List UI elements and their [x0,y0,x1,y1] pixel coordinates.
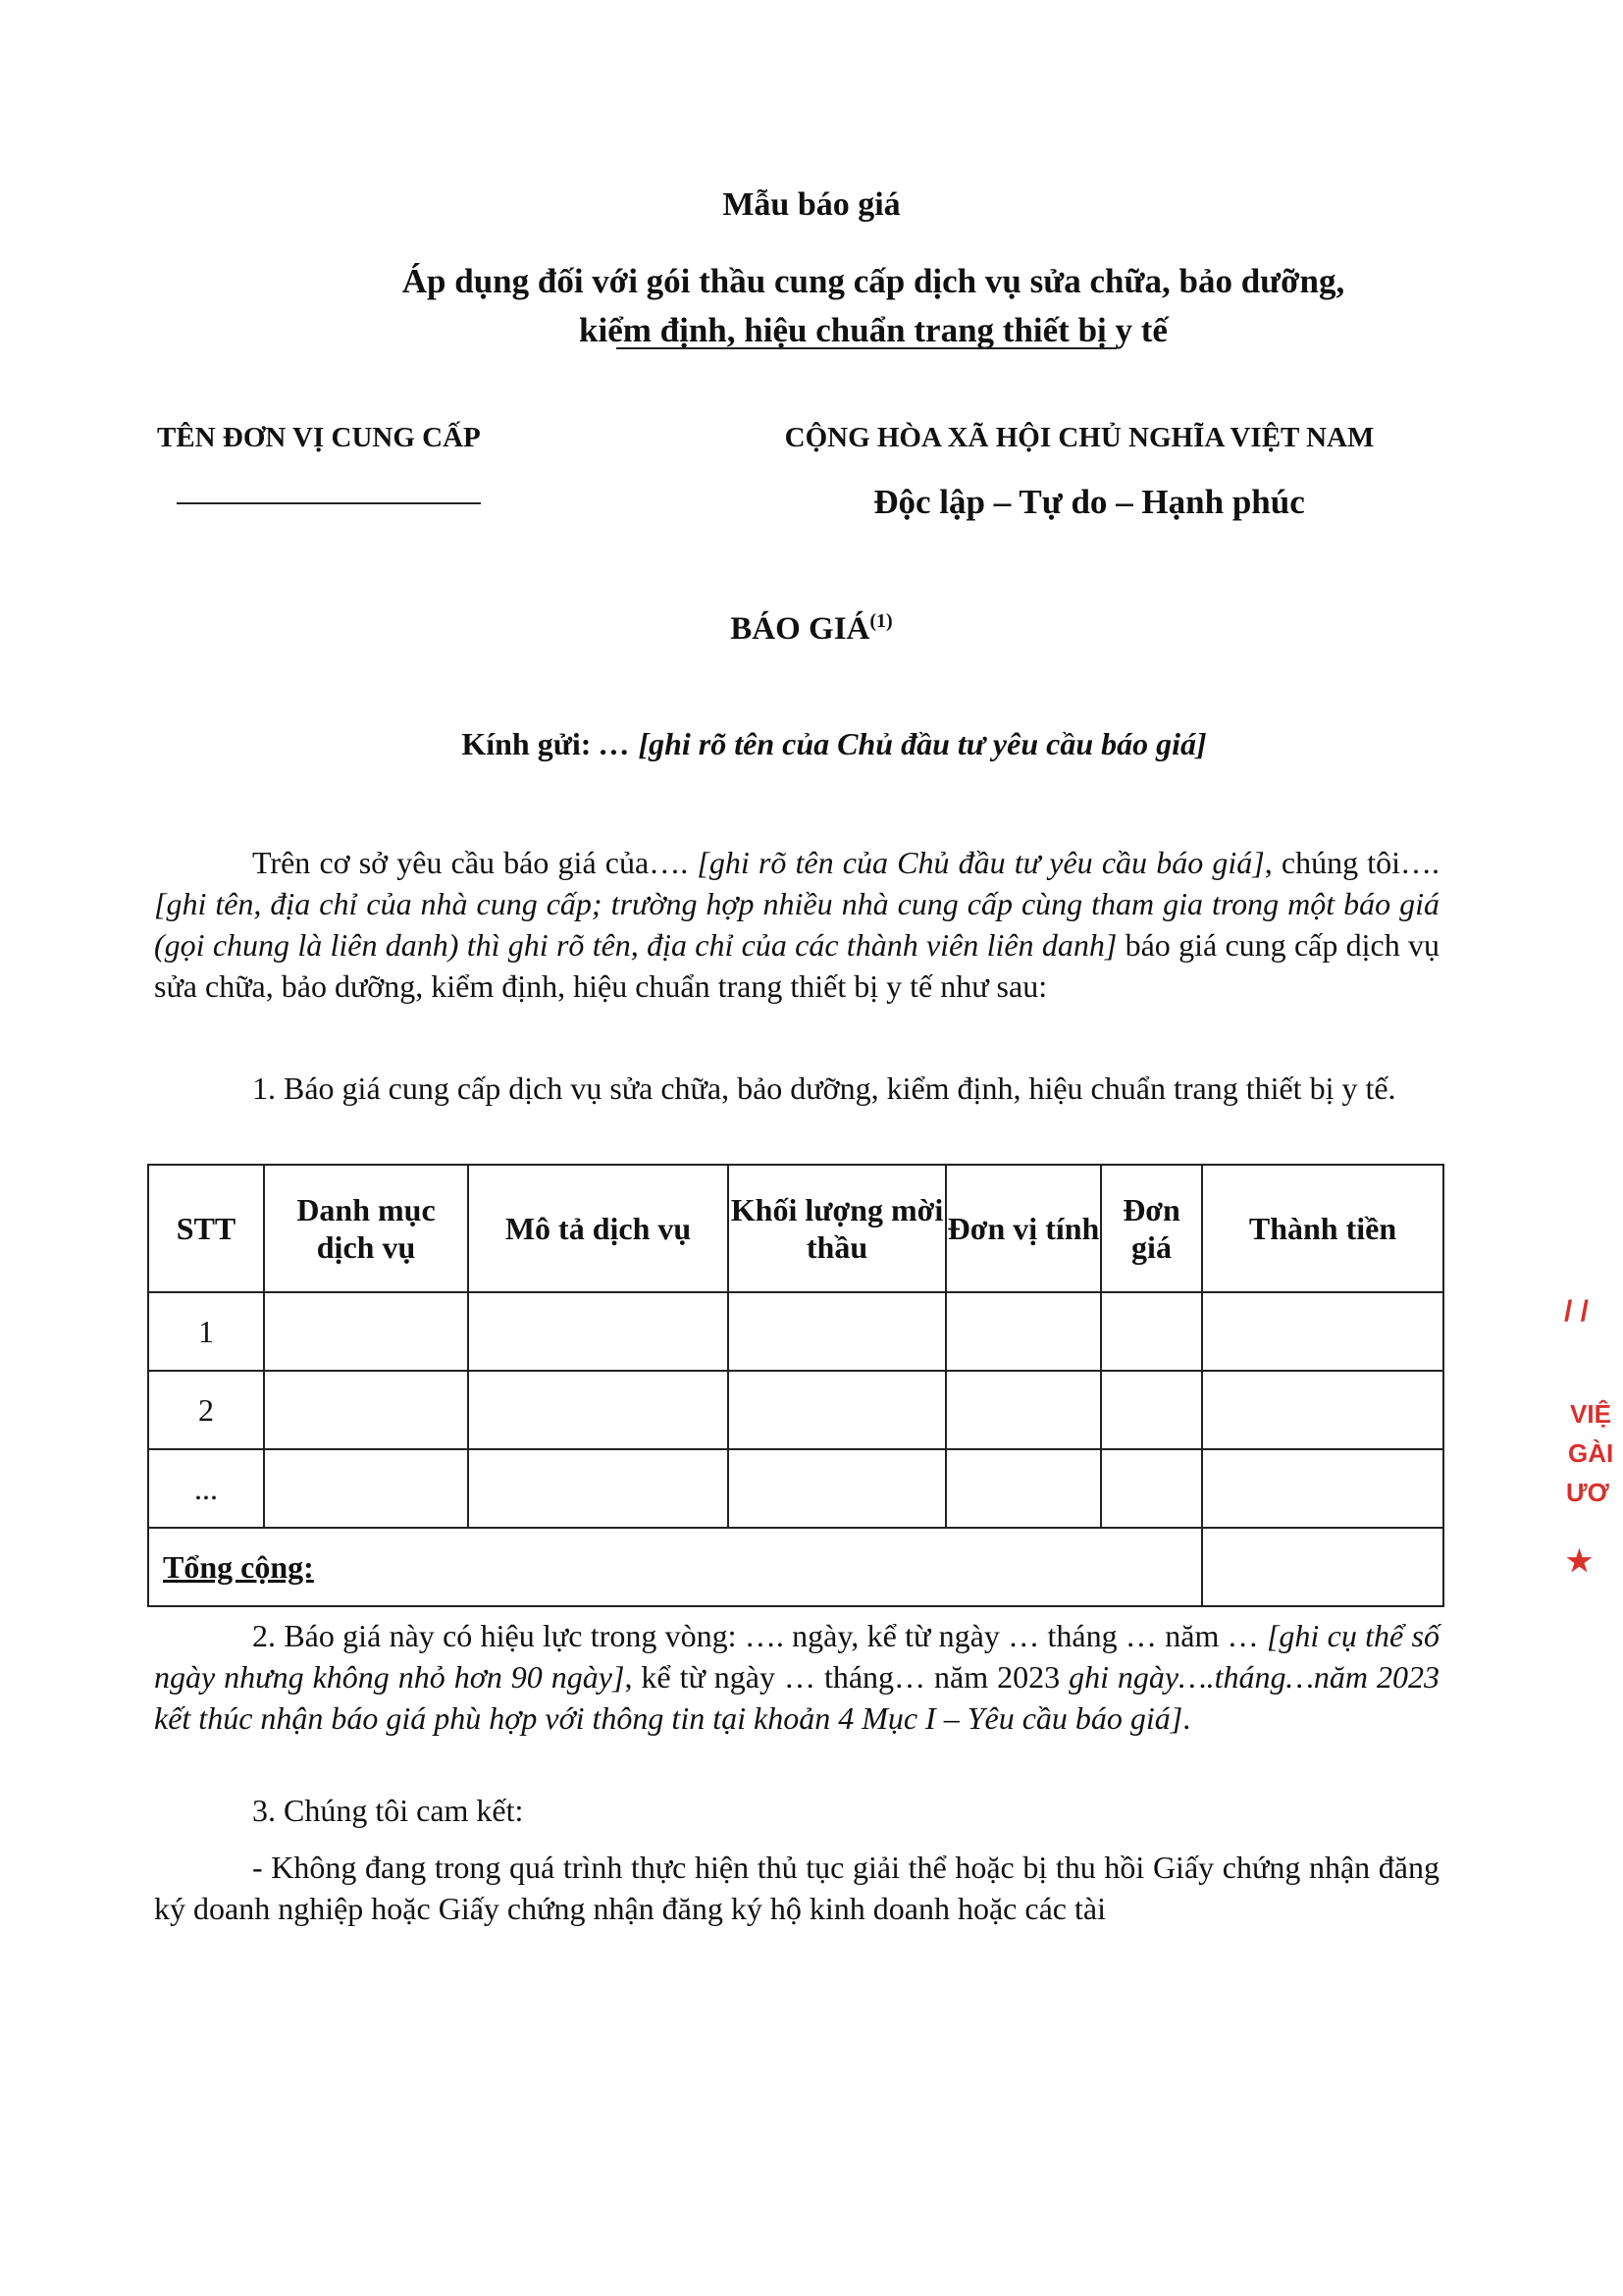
intro-text-1: Trên cơ sở yêu cầu báo giá của…. [252,845,698,880]
seal-text-line: GÀI [1568,1438,1614,1468]
section-3-heading: 3. Chúng tôi cam kết: [252,1793,524,1828]
national-motto: Độc lập – Tự do – Hạnh phúc [873,483,1305,521]
col-header-quantity: Khối lượng mời thầu [728,1165,946,1292]
table-cell [264,1449,468,1528]
seal-text-line: / / [1564,1295,1590,1328]
form-subtitle-line1: Áp dụng đối với gói thầu cung cấp dịch vụ sửa chữa, bảo dưỡng, [401,262,1345,300]
table-cell [468,1449,728,1528]
total-value-cell [1202,1528,1443,1606]
form-subtitle-line2: kiểm định, hiệu chuẩn trang thiết bị y tế [579,311,1168,349]
intro-text-3: báo giá cung cấp dịch vụ sửa chữa, bảo dưỡng, kiểm định, hiệu chuẩn trang thiết bị y tế như sau: [154,927,1440,1004]
country-heading: CỘNG HÒA XÃ HỘI CHỦ NGHĨA VIỆT NAM [784,422,1375,453]
table-row [148,1371,1443,1449]
intro-paragraph [154,842,1440,1007]
table-cell [946,1292,1101,1371]
table-row [148,1449,1443,1528]
document-title [0,610,1623,648]
table-cell [1101,1292,1202,1371]
table-cell [264,1371,468,1449]
supplier-name-rule [177,502,481,504]
col-header-amount: Thành tiền [1202,1165,1443,1292]
row-number: 1 [148,1292,264,1371]
table-cell [946,1449,1101,1528]
table-cell [264,1292,468,1371]
section-2-text-3: . [1182,1700,1191,1736]
row-number: ... [148,1449,264,1528]
table-cell [728,1449,946,1528]
col-header-stt: STT [148,1165,264,1292]
supplier-name-heading: TÊN ĐƠN VỊ CUNG CẤP [157,422,481,453]
table-cell [1101,1449,1202,1528]
addressee-line [294,726,1374,762]
subtitle-underline [616,347,1117,349]
quotation-table [147,1164,1444,1607]
col-header-unit: Đơn vị tính [946,1165,1101,1292]
table-cell [1202,1449,1443,1528]
row-number: 2 [148,1371,264,1449]
section-2-italic-2: ghi ngày….tháng…năm 2023 kết thúc nhận báo giá phù hợp với thông tin tại khoản 4 Mục I – Yêu cầu báo giá] [154,1659,1440,1736]
table-cell [946,1371,1101,1449]
intro-italic-1: [ghi rõ tên của Chủ đầu tư yêu cầu báo giá] [697,845,1265,880]
table-cell [468,1371,728,1449]
section-2-text-2: , kể từ ngày … tháng… năm 2023 [624,1659,1070,1695]
table-header-row [148,1165,1443,1292]
section-2-paragraph [154,1615,1440,1739]
addressee-label: Kính gửi: [461,726,592,761]
form-subtitle [294,257,1452,355]
table-cell [1202,1292,1443,1371]
addressee-value: … [ghi rõ tên của Chủ đầu tư yêu cầu báo giá] [599,726,1207,761]
seal-star-icon: ★ [1566,1545,1593,1578]
table-cell [1202,1371,1443,1449]
table-cell [728,1292,946,1371]
section-2-italic-1: [ghi cụ thể số ngày nhưng không nhỏ hơn 90 ngày] [154,1618,1440,1695]
red-seal-fragment [1560,1295,1619,1609]
form-title: Mẫu báo giá [722,186,901,223]
intro-italic-2: [ghi tên, địa chỉ của nhà cung cấp; trường hợp nhiều nhà cung cấp cùng tham gia trong một báo giá (gọi chung là liên danh) thì ghi rõ tên, địa chỉ của các thành viên liên danh] [154,886,1440,963]
table-row [148,1292,1443,1371]
table-cell [468,1292,728,1371]
footnote-marker: (1) [869,610,893,632]
table-total-row [148,1528,1443,1606]
col-header-service-description: Mô tả dịch vụ [468,1165,728,1292]
intro-text-2: , chúng tôi…. [1264,845,1440,880]
seal-text-line: ƯƠ [1566,1478,1609,1507]
section-1-heading: 1. Báo giá cung cấp dịch vụ sửa chữa, bảo dưỡng, kiểm định, hiệu chuẩn trang thiết bị y tế. [252,1070,1396,1106]
commitment-paragraph: - Không đang trong quá trình thực hiện thủ tục giải thể hoặc bị thu hồi Giấy chứng nhận đăng ký doanh nghiệp hoặc Giấy chứng nhận đăng ký hộ kinh doanh hoặc các tài [154,1850,1440,1926]
total-label: Tổng cộng: [148,1528,1202,1606]
table-cell [728,1371,946,1449]
table-cell [1101,1371,1202,1449]
section-2-text-1: 2. Báo giá này có hiệu lực trong vòng: …. ngày, kể từ ngày … tháng … năm … [252,1618,1267,1653]
document-title-text: BÁO GIÁ [730,611,870,647]
col-header-unit-price: Đơn giá [1101,1165,1202,1292]
col-header-service-list: Danh mục dịch vụ [264,1165,468,1292]
seal-text-line: VIỆ [1570,1399,1611,1429]
